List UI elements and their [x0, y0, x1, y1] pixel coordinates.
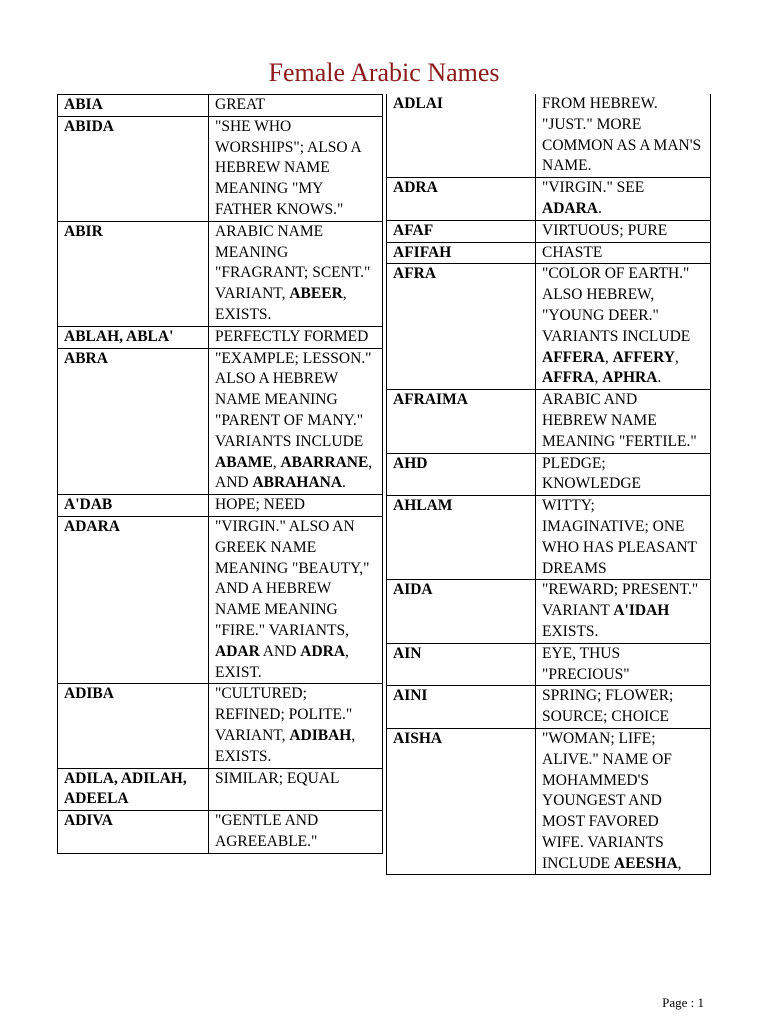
right-names-table — [386, 94, 711, 875]
meaning-text: PERFECTLY FORMED — [215, 327, 369, 345]
name-cell: ADLAI — [387, 94, 536, 178]
meaning-text: VIRTUOUS; PURE — [542, 221, 668, 239]
name-row — [58, 326, 383, 348]
meaning-text: EYE, THUS "PRECIOUS" — [542, 644, 630, 683]
name-cell: ADILA, ADILAH, ADEELA — [58, 768, 209, 811]
meaning-cell — [536, 728, 711, 875]
variant-name: ABARRANE — [280, 453, 369, 471]
name-row — [387, 94, 711, 178]
name-cell: ADIBA — [58, 684, 209, 768]
meaning-text: "VIRGIN." SEE — [542, 179, 645, 197]
name-cell: AFAF — [387, 220, 536, 242]
meaning-text: ARABIC AND HEBREW NAME MEANING "FERTILE." — [542, 391, 697, 450]
name-cell: ABIA — [58, 95, 209, 117]
variant-name: ABEER — [289, 285, 343, 303]
meaning-cell — [536, 496, 711, 580]
meaning-text: . — [597, 199, 602, 217]
meaning-text: SPRING; FLOWER; SOURCE; CHOICE — [542, 687, 674, 726]
variant-name: ABAME — [215, 453, 273, 471]
meaning-text: ARABIC NAME MEANING "FRAGRANT; SCENT." VARIANT, — [215, 222, 371, 303]
meaning-cell — [209, 348, 383, 495]
name-row — [58, 95, 383, 117]
meaning-cell — [536, 178, 711, 221]
meaning-text: . — [342, 474, 346, 492]
meaning-cell — [536, 686, 711, 729]
name-cell: AHLAM — [387, 496, 536, 580]
meaning-text: , AND — [215, 453, 373, 492]
variant-name: AEESHA — [613, 854, 678, 872]
name-cell: ABRA — [58, 348, 209, 495]
name-row — [58, 768, 383, 811]
meaning-text: "EXAMPLE; LESSON." ALSO A HEBREW NAME MEANING "PARENT OF MANY." VARIANTS INCLUDE — [215, 349, 372, 450]
meaning-text: , — [677, 854, 682, 872]
meaning-cell — [536, 242, 711, 264]
meaning-text: , — [594, 369, 603, 387]
meaning-cell — [536, 390, 711, 453]
name-row — [58, 516, 383, 683]
meaning-text: "COLOR OF EARTH." ALSO HEBREW, "YOUNG DEER." VARIANTS INCLUDE — [542, 265, 691, 345]
variant-name: ADRA — [300, 642, 346, 660]
meaning-text: , — [272, 453, 281, 471]
meaning-cell — [209, 811, 383, 854]
meaning-text: "WOMAN; LIFE; ALIVE." NAME OF MOHAMMED'S YOUNGEST AND MOST FAVORED WIFE. VARIANTS INCLUDE — [542, 729, 672, 872]
variant-name: ADAR — [215, 642, 260, 660]
meaning-text: "VIRGIN." ALSO AN GREEK NAME MEANING "BEAUTY," AND A HEBREW NAME MEANING "FIRE." VARIANTS, — [215, 517, 370, 639]
meaning-cell — [209, 684, 383, 768]
name-cell: AIDA — [387, 580, 536, 643]
meaning-cell — [536, 580, 711, 643]
name-cell: ADIVA — [58, 811, 209, 854]
name-row — [387, 220, 711, 242]
variant-name: ABRAHANA — [252, 474, 343, 492]
meaning-text: PLEDGE; KNOWLEDGE — [542, 454, 642, 493]
meaning-cell — [209, 495, 383, 517]
meaning-text: CHASTE — [542, 243, 603, 261]
name-row — [387, 242, 711, 264]
name-cell: ABIDA — [58, 116, 209, 221]
meaning-cell — [209, 326, 383, 348]
name-row — [387, 580, 711, 643]
meaning-text: . — [657, 369, 662, 387]
name-row — [387, 496, 711, 580]
meaning-text: AND — [259, 642, 301, 660]
name-cell: ADRA — [387, 178, 536, 221]
page-number: Page : 1 — [662, 995, 704, 1010]
meaning-cell — [536, 220, 711, 242]
meaning-cell — [536, 643, 711, 686]
meaning-text: SIMILAR; EQUAL — [215, 769, 340, 787]
meaning-text: , — [604, 348, 613, 366]
name-cell: AINI — [387, 686, 536, 729]
name-cell: A'DAB — [58, 495, 209, 517]
meaning-cell — [536, 264, 711, 390]
meaning-cell — [209, 221, 383, 326]
meaning-text: , EXISTS. — [215, 726, 356, 765]
name-row — [387, 728, 711, 875]
name-row — [387, 643, 711, 686]
meaning-text: , EXISTS. — [215, 285, 347, 323]
name-cell: ABIR — [58, 221, 209, 326]
name-row — [58, 221, 383, 326]
name-row — [58, 811, 383, 854]
name-cell: ABLAH, ABLA' — [58, 326, 209, 348]
meaning-text: "SHE WHO WORSHIPS"; ALSO A HEBREW NAME MEANING "MY FATHER KNOWS." — [215, 117, 361, 218]
meaning-cell — [209, 95, 383, 117]
meaning-text: EXISTS. — [542, 622, 599, 640]
name-row — [387, 453, 711, 496]
meaning-text: GREAT — [215, 96, 265, 113]
variant-name: APHRA — [602, 369, 658, 387]
name-cell: AHD — [387, 453, 536, 496]
meaning-text: WITTY; IMAGINATIVE; ONE WHO HAS PLEASANT DREAMS — [542, 497, 697, 577]
name-cell: AFIFAH — [387, 242, 536, 264]
name-row — [387, 390, 711, 453]
meaning-cell — [209, 516, 383, 683]
left-names-table — [57, 94, 383, 854]
name-cell: AIN — [387, 643, 536, 686]
name-row — [58, 495, 383, 517]
meaning-cell — [209, 768, 383, 811]
variant-name: AFFERY — [612, 348, 675, 366]
name-cell: AISHA — [387, 728, 536, 875]
meaning-text: , — [674, 348, 679, 366]
meaning-cell — [536, 94, 711, 178]
meaning-cell — [536, 453, 711, 496]
variant-name: A'IDAH — [613, 602, 670, 620]
page-title: Female Arabic Names — [268, 58, 500, 87]
meaning-text: , EXIST. — [215, 642, 349, 681]
meaning-text: "CULTURED; REFINED; POLITE." VARIANT, — [215, 685, 353, 744]
name-cell: AFRAIMA — [387, 390, 536, 453]
name-row — [58, 684, 383, 768]
name-row — [387, 264, 711, 390]
name-cell: ADARA — [58, 516, 209, 683]
variant-name: ADARA — [542, 199, 598, 217]
meaning-text: "REWARD; PRESENT." VARIANT — [542, 581, 699, 620]
meaning-text: HOPE; NEED — [215, 496, 305, 514]
name-cell: AFRA — [387, 264, 536, 390]
name-row — [58, 348, 383, 495]
meaning-text: "GENTLE AND AGREEABLE." — [215, 812, 319, 850]
variant-name: AFFERA — [542, 348, 605, 366]
name-row — [58, 116, 383, 221]
name-row — [387, 686, 711, 729]
variant-name: AFFRA — [542, 369, 595, 387]
meaning-cell — [209, 116, 383, 221]
name-row — [387, 178, 711, 221]
variant-name: ADIBAH — [289, 726, 352, 744]
meaning-text: FROM HEBREW. "JUST." MORE COMMON AS A MAN'S NAME. — [542, 95, 702, 175]
